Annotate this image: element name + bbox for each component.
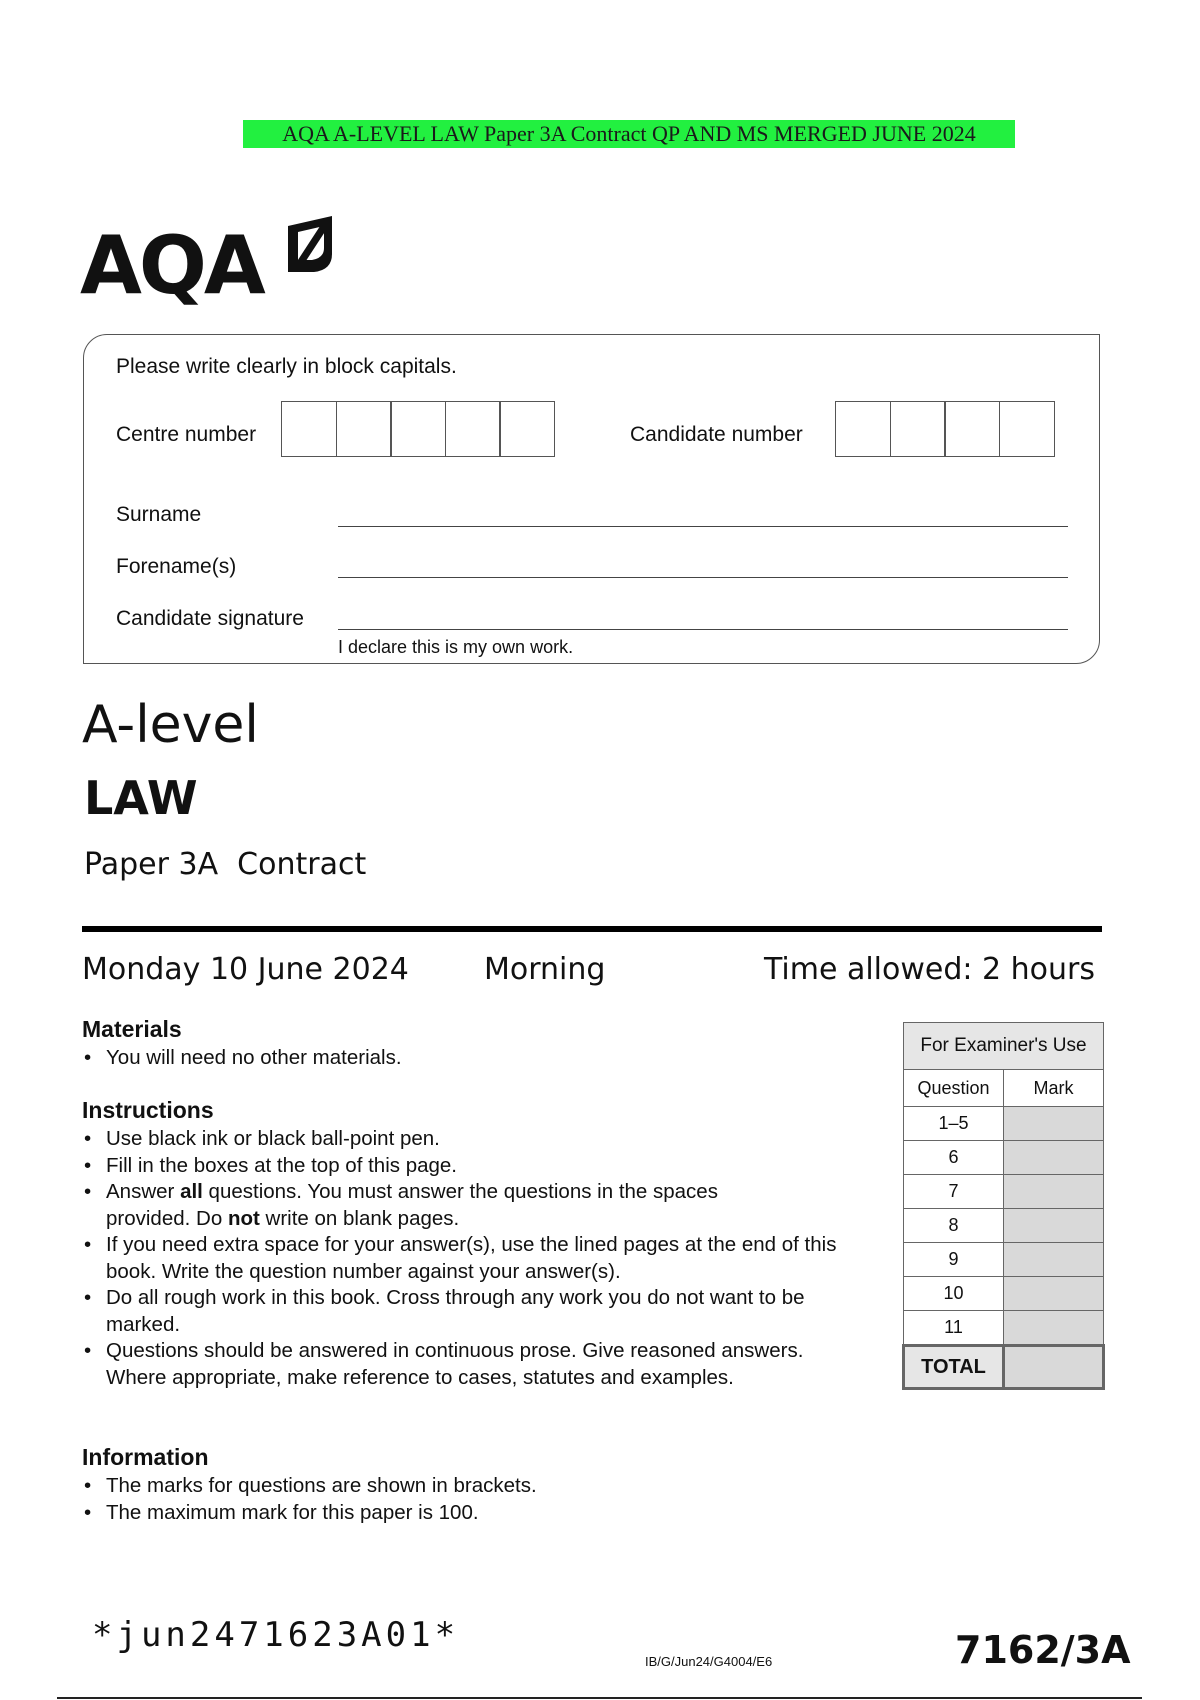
examiner-use-table xyxy=(902,1022,1105,1390)
signature-label: Candidate signature xyxy=(116,607,304,630)
barcode-text: *jun2471623A01* xyxy=(92,1615,460,1655)
candidate-number-digit-box[interactable] xyxy=(999,401,1055,457)
mark-cell xyxy=(1004,1175,1104,1209)
question-number: 6 xyxy=(904,1141,1004,1175)
centre-number-digit-box[interactable] xyxy=(281,401,337,457)
question-number: 8 xyxy=(904,1209,1004,1243)
mark-cell xyxy=(1004,1311,1104,1346)
instructions-heading: Instructions xyxy=(82,1097,214,1123)
forenames-label: Forename(s) xyxy=(116,555,237,578)
aqa-logo-text: AQA xyxy=(80,219,263,312)
list-item: • The marks for questions are shown in brackets. xyxy=(106,1473,882,1500)
candidate-details-box xyxy=(83,334,1100,664)
centre-number-digit-box[interactable] xyxy=(390,401,446,457)
instructions-list xyxy=(82,1126,886,1391)
paper-code: 7162/3A xyxy=(955,1628,1131,1672)
title-divider xyxy=(82,926,1102,932)
total-label: TOTAL xyxy=(904,1346,1004,1389)
centre-number-digit-box[interactable] xyxy=(499,401,555,457)
aqa-logo xyxy=(80,212,350,312)
surname-label: Surname xyxy=(116,503,202,526)
centre-number-label: Centre number xyxy=(116,423,257,446)
question-number: 9 xyxy=(904,1243,1004,1277)
list-item: • If you need extra space for your answer(s), use the lined pages at the end of this book. Write the question number against your answer(s). xyxy=(106,1232,876,1285)
list-item: • The maximum mark for this paper is 100. xyxy=(106,1500,882,1527)
mark-column-header: Mark xyxy=(1004,1070,1104,1107)
candidate-number-digit-box[interactable] xyxy=(944,401,1000,457)
forenames-field[interactable] xyxy=(338,577,1068,578)
table-row xyxy=(904,1141,1104,1175)
paper-title: Paper 3A Contract xyxy=(84,847,367,882)
candidate-number-digit-box[interactable] xyxy=(835,401,891,457)
mark-cell xyxy=(1004,1141,1104,1175)
candidate-number-label: Candidate number xyxy=(630,423,803,446)
time-allowed: Time allowed: 2 hours xyxy=(763,952,1095,987)
table-row xyxy=(904,1107,1104,1141)
document-reference: IB/G/Jun24/G4004/E6 xyxy=(645,1654,773,1669)
surname-field[interactable] xyxy=(338,526,1068,527)
document-title-banner: AQA A-LEVEL LAW Paper 3A Contract QP AND MS MERGED JUNE 2024 xyxy=(243,120,1015,148)
list-item: • Use black ink or black ball-point pen. xyxy=(106,1126,886,1153)
examiner-table-title: For Examiner's Use xyxy=(904,1023,1104,1070)
footer-divider xyxy=(57,1697,1142,1699)
subject-title: LAW xyxy=(84,771,198,825)
information-list xyxy=(82,1473,882,1526)
total-mark-cell xyxy=(1004,1346,1104,1389)
centre-number-digit-box[interactable] xyxy=(336,401,392,457)
mark-cell xyxy=(1004,1243,1104,1277)
list-item: • Questions should be answered in continuous prose. Give reasoned answers. Where appropriate, make reference to cases, statutes and examples. xyxy=(106,1338,806,1391)
materials-list xyxy=(82,1045,882,1072)
list-item: • You will need no other materials. xyxy=(106,1045,882,1072)
materials-heading: Materials xyxy=(82,1016,182,1042)
table-row xyxy=(904,1243,1104,1277)
table-row xyxy=(904,1175,1104,1209)
centre-number-digit-box[interactable] xyxy=(445,401,501,457)
candidate-number-boxes[interactable] xyxy=(835,401,1053,457)
list-item: • Fill in the boxes at the top of this page. xyxy=(106,1153,886,1180)
signature-field[interactable] xyxy=(338,629,1068,630)
table-row xyxy=(904,1209,1104,1243)
aqa-logo-mark-icon xyxy=(284,214,340,276)
question-number: 11 xyxy=(904,1311,1004,1346)
candidate-number-digit-box[interactable] xyxy=(890,401,946,457)
question-column-header: Question xyxy=(904,1070,1004,1107)
instructions-section xyxy=(82,1096,882,1391)
exam-session: Morning xyxy=(484,952,606,987)
list-item: • Answer all questions. You must answer the questions in the spaces provided. Do not write on blank pages. xyxy=(106,1179,796,1232)
declaration-text: I declare this is my own work. xyxy=(338,637,574,657)
total-row xyxy=(904,1346,1104,1389)
table-row xyxy=(904,1277,1104,1311)
mark-cell xyxy=(1004,1107,1104,1141)
materials-section xyxy=(82,1015,882,1072)
question-number: 7 xyxy=(904,1175,1004,1209)
qualification-level: A-level xyxy=(82,695,259,755)
table-row xyxy=(904,1311,1104,1346)
question-number: 1–5 xyxy=(904,1107,1004,1141)
mark-cell xyxy=(1004,1209,1104,1243)
information-heading: Information xyxy=(82,1444,209,1470)
block-capitals-instruction: Please write clearly in block capitals. xyxy=(116,355,457,378)
question-number: 10 xyxy=(904,1277,1004,1311)
information-section xyxy=(82,1443,882,1526)
exam-date: Monday 10 June 2024 xyxy=(82,952,409,987)
list-item: • Do all rough work in this book. Cross through any work you do not want to be marked. xyxy=(106,1285,856,1338)
mark-cell xyxy=(1004,1277,1104,1311)
centre-number-boxes[interactable] xyxy=(281,401,554,457)
